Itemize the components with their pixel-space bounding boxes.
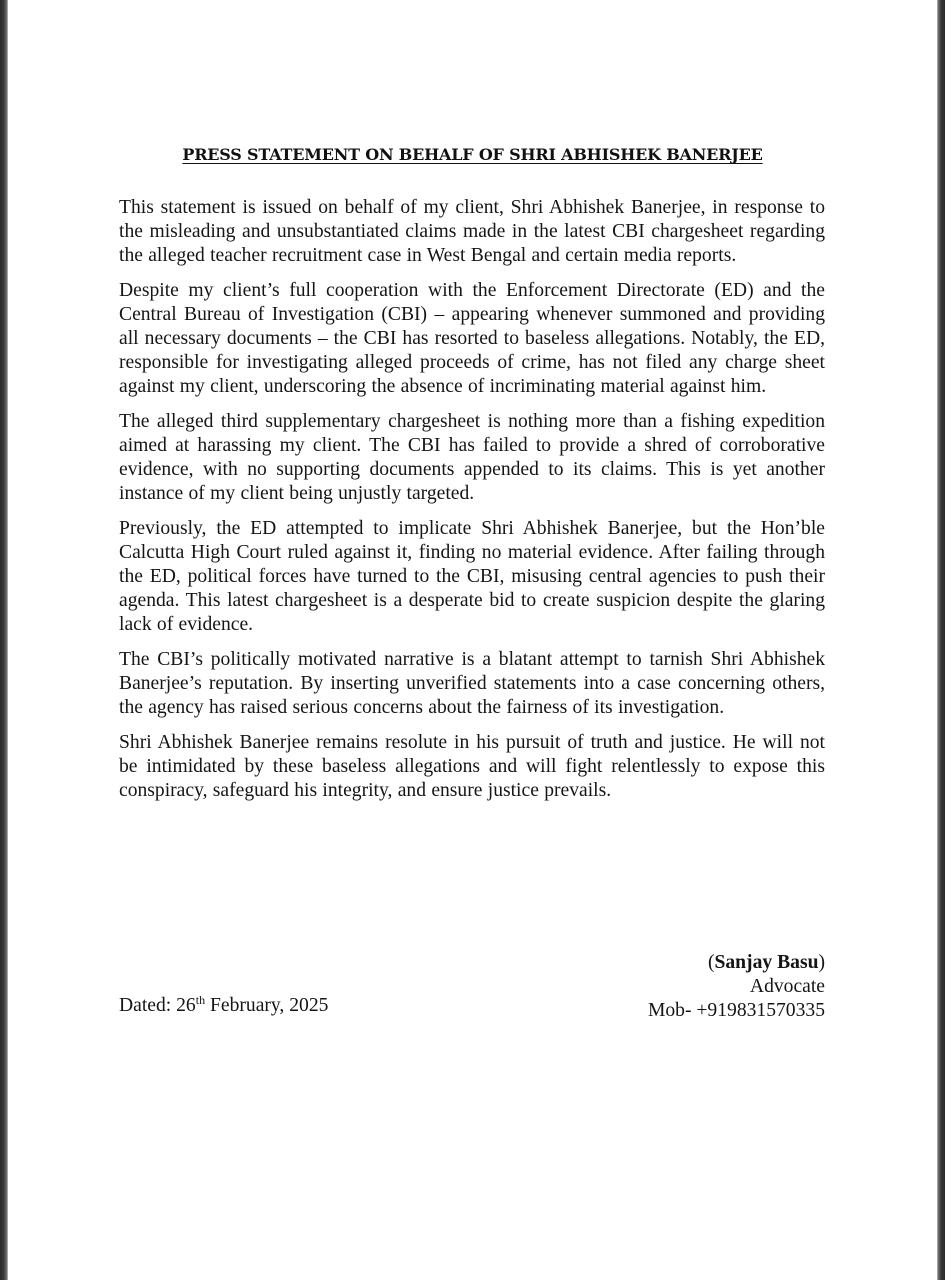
page-edge-left [0, 0, 8, 1280]
signature-block [568, 951, 825, 1023]
close-paren: ) [818, 952, 825, 973]
signatory-name-line [568, 951, 825, 975]
page-edge-right [937, 0, 945, 1280]
date-ordinal-suffix: th [195, 993, 206, 1007]
paragraph-1: This statement is issued on behalf of my client, Shri Abhishek Banerjee, in response to the misleading and unsubstantiated claims made in the latest CBI chargesheet regarding the alleged teacher recruitment case in West Bengal and certain media reports. [119, 197, 825, 266]
document-title: PRESS STATEMENT ON BEHALF OF SHRI ABHISHEK BANERJEE [182, 145, 763, 164]
paragraph-5: The CBI’s politically motivated narrative is a blatant attempt to tarnish Shri Abhishek Banerjee’s reputation. By inserting unverified statements into a case concerning others, the agency has raised serious concerns about the fairness of its investigation. [119, 649, 825, 718]
paragraph-6: Shri Abhishek Banerjee remains resolute in his pursuit of truth and justice. He will not be intimidated by these baseless allegations and will fight relentlessly to expose this conspiracy, safeguard his integrity, and ensure justice prevails. [119, 732, 825, 801]
statement-body [119, 196, 825, 814]
paragraph-2: Despite my client’s full cooperation with the Enforcement Directorate (ED) and the Central Bureau of Investigation (CBI) – appearing whenever summoned and providing all necessary documents – the CBI has resorted to baseless allegations. Notably, the ED, responsible for investigating alleged proceeds of crime, has not filed any charge sheet against my client, underscoring the absence of incriminating material against him. [119, 280, 825, 397]
signatory-name: Sanjay Basu [714, 952, 819, 973]
signatory-mobile: Mob- +919831570335 [647, 1000, 825, 1021]
document-page [8, 0, 937, 1280]
signatory-designation: Advocate [749, 976, 825, 997]
paragraph-4: Previously, the ED attempted to implicate Shri Abhishek Banerjee, but the Hon’ble Calcutta High Court ruled against it, finding no material evidence. After failing through the ED, political forces have turned to the CBI, misusing central agencies to push their agenda. This latest chargesheet is a desperate bid to create suspicion despite the glaring lack of evidence. [119, 518, 825, 635]
open-paren: ( [707, 952, 715, 973]
date-label: Dated: 26 [119, 995, 196, 1016]
date-rest: February, 2025 [205, 995, 329, 1016]
date-line [119, 994, 328, 1018]
paragraph-3: The alleged third supplementary chargesheet is nothing more than a fishing expedition aimed at harassing my client. The CBI has failed to provide a shred of corroborative evidence, with no supporting documents appended to its claims. This is yet another instance of my client being unjustly targeted. [119, 411, 825, 504]
